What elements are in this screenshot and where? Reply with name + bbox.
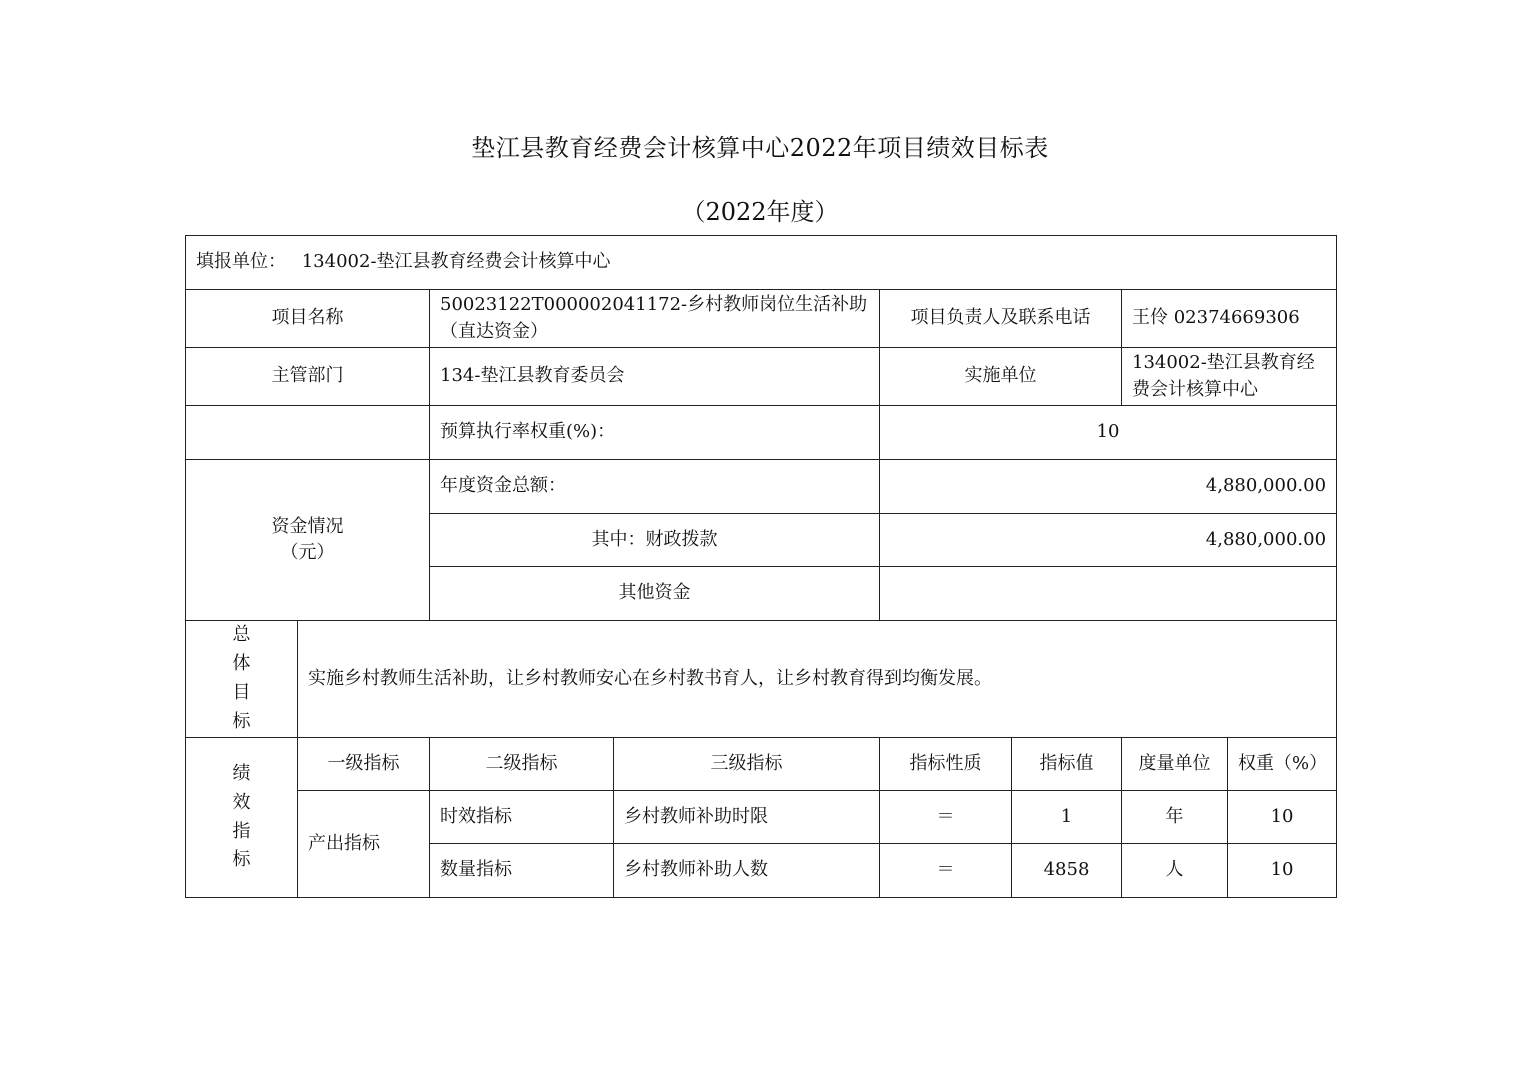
header-value: 指标值: [1012, 738, 1122, 791]
unit-cell: 年: [1122, 791, 1228, 844]
annual-total-value: 4,880,000.00: [880, 460, 1337, 514]
overall-goal-char: 目: [232, 682, 251, 703]
contact-value: 王伶 02374669306: [1122, 290, 1337, 348]
project-name-label: 项目名称: [186, 290, 430, 348]
performance-indicator-char: 效: [232, 791, 251, 813]
document-title: 垫江县教育经费会计核算中心2022年项目绩效目标表: [471, 134, 1049, 162]
implementing-unit-value: 134002-垫江县教育经费会计核算中心: [1122, 348, 1337, 406]
funds-total-row: [186, 460, 1337, 514]
funds-label-line1: 资金情况: [271, 515, 344, 537]
weight-cell: 10: [1228, 791, 1337, 844]
overall-goal-char: 体: [232, 653, 251, 675]
overall-goal-char: 总: [232, 624, 251, 646]
implementing-unit-label: 实施单位: [880, 348, 1122, 406]
header-nature: 指标性质: [880, 738, 1012, 791]
filing-unit-label: 填报单位：: [196, 251, 286, 273]
budget-weight-label: 预算执行率权重(%)：: [430, 406, 880, 460]
overall-goal-label: [186, 621, 298, 738]
output-indicator-cell: 产出指标: [298, 791, 430, 898]
header-level1: 一级指标: [298, 738, 430, 791]
department-row: [186, 348, 1337, 406]
funds-label: [186, 460, 430, 621]
contact-label: 项目负责人及联系电话: [880, 290, 1122, 348]
department-label: 主管部门: [186, 348, 430, 406]
level2-cell: 时效指标: [430, 791, 614, 844]
performance-indicator-label: [186, 738, 298, 898]
overall-goal-char: 标: [232, 710, 251, 732]
project-name-value: 50023122T000002041172-乡村教师岗位生活补助（直达资金）: [430, 290, 880, 348]
header-level3: 三级指标: [614, 738, 880, 791]
level3-cell: 乡村教师补助时限: [614, 791, 880, 844]
annual-total-label: 年度资金总额：: [430, 460, 880, 514]
table-row: [186, 791, 1337, 844]
other-funds-value: [880, 567, 1337, 621]
performance-target-table: [185, 235, 1337, 898]
nature-cell: ＝: [880, 791, 1012, 844]
other-funds-label: 其他资金: [430, 567, 880, 621]
value-cell: 1: [1012, 791, 1122, 844]
value-cell: 4858: [1012, 844, 1122, 898]
budget-weight-value: 10: [880, 406, 1337, 460]
fiscal-allocation-label: 其中：财政拨款: [430, 514, 880, 567]
header-unit: 度量单位: [1122, 738, 1228, 791]
weight-cell: 10: [1228, 844, 1337, 898]
performance-indicator-char: 指: [232, 820, 251, 842]
document-subtitle: （2022年度）: [681, 198, 839, 226]
header-weight: 权重（%）: [1228, 738, 1337, 791]
budget-weight-row: [186, 406, 1337, 460]
level3-cell: 乡村教师补助人数: [614, 844, 880, 898]
funds-label-line2: （元）: [280, 542, 335, 563]
level2-cell: 数量指标: [430, 844, 614, 898]
filing-unit-row: [186, 236, 1337, 290]
performance-indicator-char: 绩: [232, 762, 251, 784]
performance-indicator-char: 标: [232, 849, 251, 871]
filing-unit-cell: [186, 236, 1337, 290]
indicator-header-row: [186, 738, 1337, 791]
project-name-row: [186, 290, 1337, 348]
overall-goal-row: [186, 621, 1337, 738]
budget-weight-spacer: [186, 406, 430, 460]
unit-cell: 人: [1122, 844, 1228, 898]
filing-unit-value: 134002-垫江县教育经费会计核算中心: [301, 251, 611, 273]
department-value: 134-垫江县教育委员会: [430, 348, 880, 406]
header-level2: 二级指标: [430, 738, 614, 791]
nature-cell: ＝: [880, 844, 1012, 898]
overall-goal-text: 实施乡村教师生活补助，让乡村教师安心在乡村教书育人，让乡村教育得到均衡发展。: [298, 621, 1337, 738]
fiscal-allocation-value: 4,880,000.00: [880, 514, 1337, 567]
